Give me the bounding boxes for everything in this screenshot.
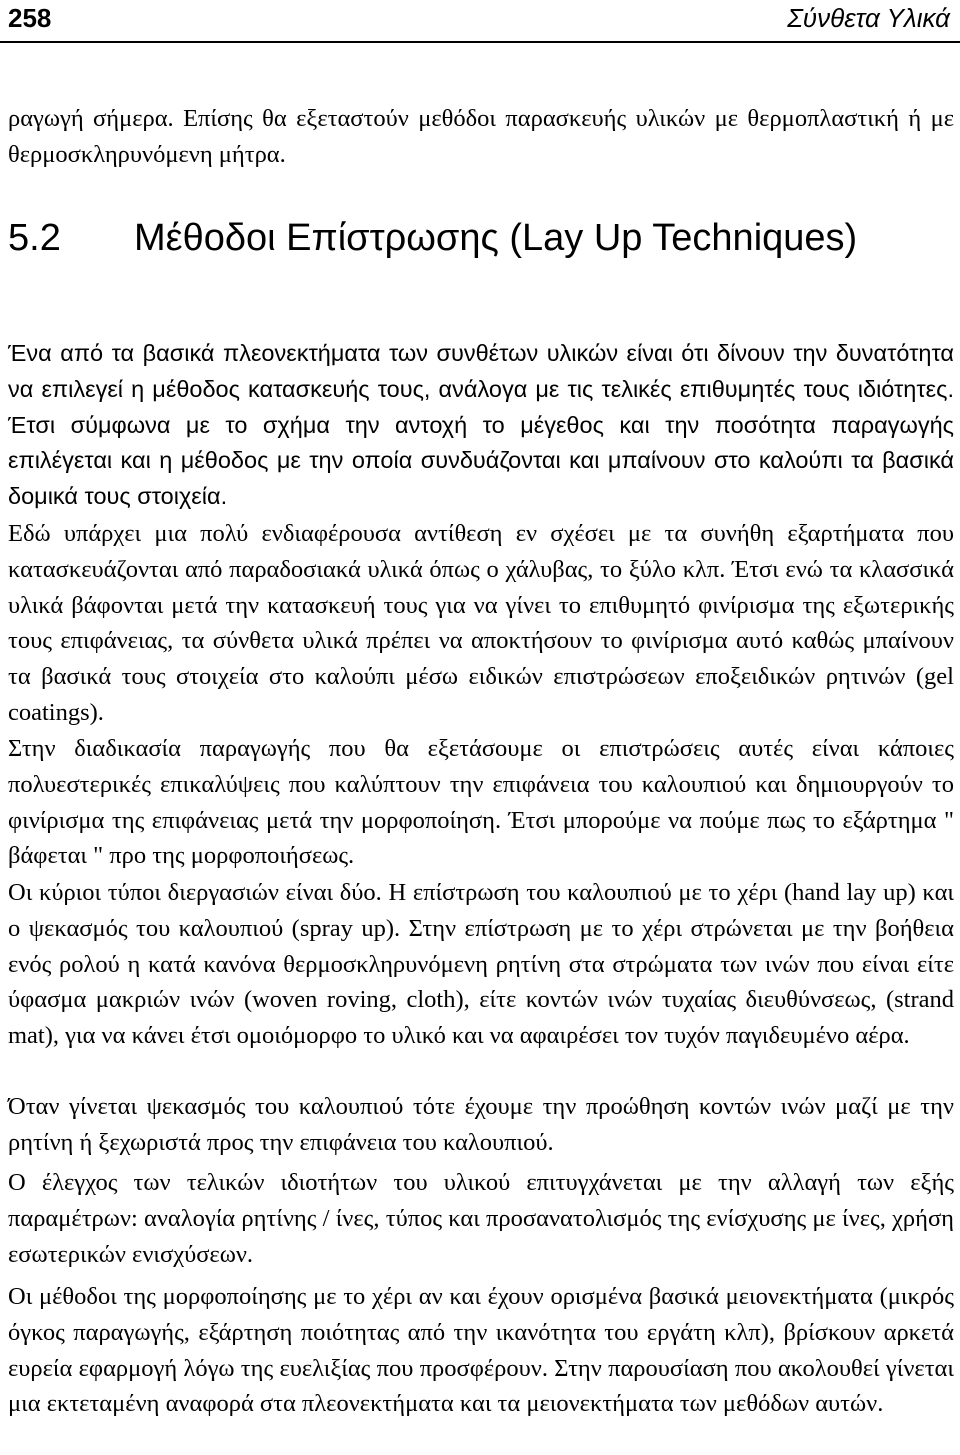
paragraph-2-block [8,516,954,731]
paragraph: Στην διαδικασία παραγωγής που θα εξετάσουμε οι επιστρώσεις αυτές είναι κάποιες πολυεστερικές επικαλύψεις που καλύπτουν την επιφάνεια του καλουπιού και δημιουργούν το φινίρισμα της επιφάνειας μετά την μορφοποίηση. Έτσι μπορούμε να πούμε πως το εξάρτημα " βάφεται " προ της μορφοποιήσεως. [8,735,954,870]
section-title: Μέθοδοι Επίστρωσης (Lay Up Techniques) [134,217,858,259]
paragraph: Ο έλεγχος των τελικών ιδιοτήτων του υλικού επιτυγχάνεται με την αλλαγή των εξής παραμέτρων: αναλογία ρητίνης / ίνες, τύπος και προσανατολισμός της ενίσχυσης με ίνες, χρήση εσωτερικών ενισχύσεων. [8,1169,954,1268]
paragraph-5-block [8,1089,954,1161]
page-number: 258 [8,3,52,33]
paragraph-7-block [8,1279,954,1422]
intro-paragraph: ραγωγή σήμερα. Επίσης θα εξεταστούν μεθόδοι παρασκευής υλικών με θερμοπλαστική ή με θερμοσκληρυνόμενη μήτρα. [8,105,954,168]
section-number: 5.2 [8,217,61,259]
paragraph-6-block [8,1165,954,1272]
paragraph-4-block [8,875,954,1054]
intro-block [8,101,954,173]
running-title: Σύνθετα Υλικά [787,3,950,33]
paragraph: Οι μέθοδοι της μορφοποίησης με το χέρι αν και έχουν ορισμένα βασικά μειονεκτήματα (μικρός όγκος παραγωγής, εξάρτηση ποιότητας από την ικανότητα του εργάτη κλπ), βρίσκουν αρκετά ευρεία εφαρμογή λόγω της ευελιξίας που προσφέρουν. Στην παρουσίαση που ακολουθεί γίνεται μια εκτεταμένη αναφορά στα πλεονεκτήματα και τα μειονεκτήματα των μεθόδων αυτών. [8,1283,954,1418]
paragraph: Εδώ υπάρχει μια πολύ ενδιαφέρουσα αντίθεση εν σχέσει με τα συνήθη εξαρτήματα που κατασκευάζονται από παραδοσιακά υλικά όπως ο χάλυβας, το ξύλο κλπ. Έτσι ενώ τα κλασσικά υλικά βάφονται μετά την κατασκευή τους για να γίνει το επιθυμητό φινίρισμα της εξωτερικής τους επιφάνειας, τα σύνθετα υλικά πρέπει να αποκτήσουν το φινίρισμα αυτό καθώς μπαίνουν τα βασικά τους στοιχεία στο καλούπι μέσω ειδικών επιστρώσεων εποξειδικών ρητινών (gel coatings). [8,520,954,726]
paragraph: Ένα από τα βασικά πλεονεκτήματα των συνθέτων υλικών είναι ότι δίνουν την δυνατότητα να επιλεγεί η μέθοδος κατασκευής τους, ανάλογα με τις τελικές επιθυμητές τους ιδιότητες. Έτσι σύμφωνα με το σχήμα την αντοχή το μέγεθος και την ποσότητα παραγωγής επιλέγεται και η μέθοδος με την οποία συνδυάζονται και μπαίνουν στο καλούπι τα βασικά δομικά τους στοιχεία. [8,340,954,510]
paragraph: Όταν γίνεται ψεκασμός του καλουπιού τότε έχουμε την προώθηση κοντών ινών μαζί με την ρητίνη ή ξεχωριστά προς την επιφάνεια του καλουπιού. [8,1093,954,1156]
paragraph-1-block [8,336,954,515]
page-header [8,0,950,40]
header-rule [0,41,960,43]
paragraph-3-block [8,731,954,874]
paragraph: Οι κύριοι τύποι διεργασιών είναι δύο. Η επίστρωση του καλουπιού με το χέρι (hand lay up) και ο ψεκασμός του καλουπιού (spray up). Στην επίστρωση με το χέρι στρώνεται με την βοήθεια ενός ρολού η κατά κανόνα θερμοσκληρυνόμενη ρητίνη στα στρώματα των ινών που είναι είτε ύφασμα μακριών ινών (woven roving, cloth), είτε κοντών ινών τυχαίας διευθύνσεως, (strand mat), για να κάνει έτσι ομοιόμορφο το υλικό και να αφαιρέσει τον τυχόν παγιδευμένο αέρα. [8,879,954,1050]
